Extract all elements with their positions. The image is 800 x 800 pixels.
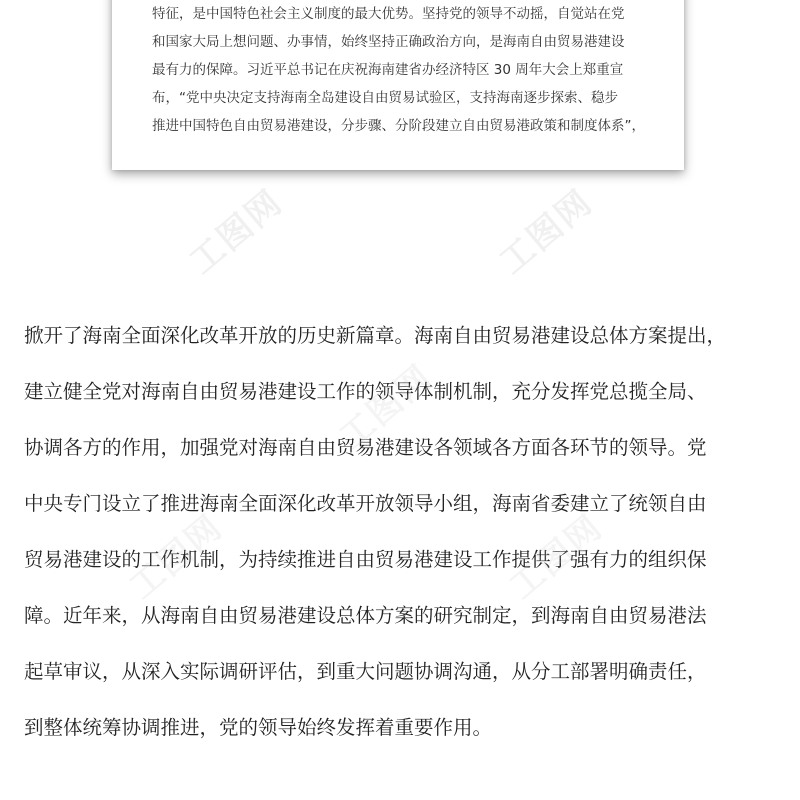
body-line: 起草审议，从深入实际调研评估，到重大问题协调沟通，从分工部署明确责任， (24, 660, 707, 683)
card-line: 布，“党中央决定支持海南全岛建设自由贸易试验区，支持海南逐步探索、稳步 (152, 90, 618, 106)
body-line: 贸易港建设的工作机制，为持续推进自由贸易港建设工作提供了强有力的组织保 (24, 548, 707, 571)
watermark: 工图网 (332, 357, 441, 458)
body-line: 障。近年来，从海南自由贸易港建设总体方案的研究制定，到海南自由贸易港法 (24, 604, 707, 627)
card-line: 特征，是中国特色社会主义制度的最大优势。坚持党的领导不动摇，自觉站在党 (152, 6, 625, 22)
body-line: 建立健全党对海南自由贸易港建设工作的领导体制机制，充分发挥党总揽全局、 (24, 380, 707, 403)
watermark: 工图网 (492, 182, 601, 283)
watermark: 工图网 (122, 507, 231, 608)
body-line: 中央专门设立了推进海南全面深化改革开放领导小组，海南省委建立了统领自由 (24, 492, 707, 515)
watermark: 工图网 (182, 182, 291, 283)
body-line: 掀开了海南全面深化改革开放的历史新篇章。海南自由贸易港建设总体方案提出， (24, 324, 727, 347)
body-line: 协调各方的作用，加强党对海南自由贸易港建设各领域各方面各环节的领导。党 (24, 436, 707, 459)
body-paragraph (24, 326, 784, 774)
card-line: 最有力的保障。习近平总书记在庆祝海南建省办经济特区 30 周年大会上郑重宣 (152, 62, 624, 78)
document-card (112, 0, 684, 170)
body-line: 到整体统筹协调推进，党的领导始终发挥着重要作用。 (24, 716, 493, 739)
watermark: 工图网 (502, 507, 611, 608)
card-line: 推进中国特色自由贸易港建设，分步骤、分阶段建立自由贸易港政策和制度体系”， (152, 118, 645, 134)
card-line: 和国家大局上想问题、办事情，始终坚持正确政治方向，是海南自由贸易港建设 (152, 34, 625, 50)
